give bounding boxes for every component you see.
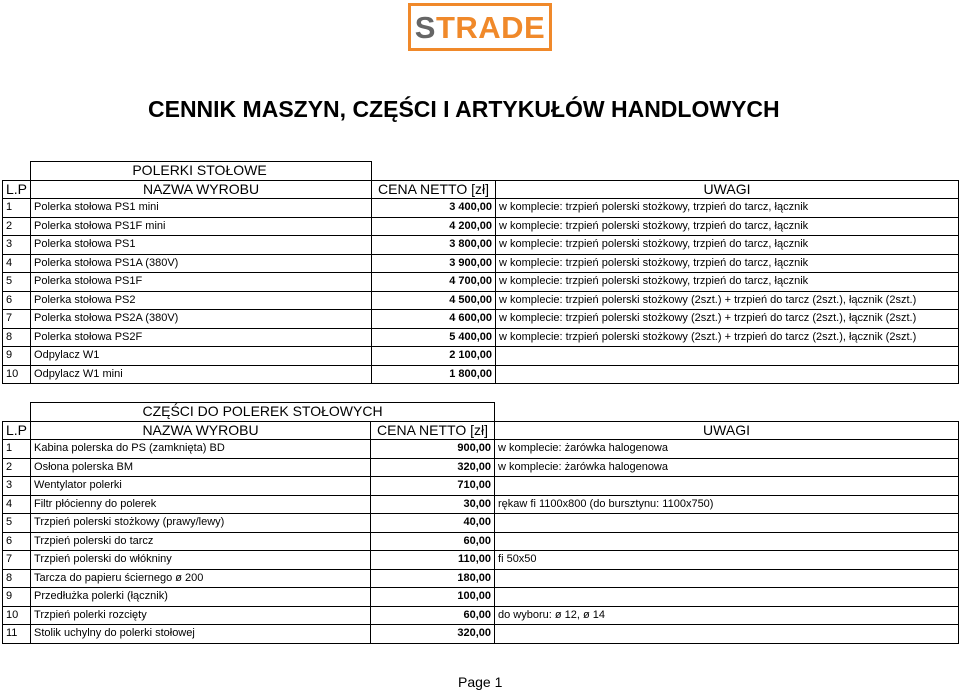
row-name: Polerka stołowa PS2 [31,291,372,310]
row-lp: 8 [3,328,31,347]
row-notes: w komplecie: trzpień polerski stożkowy, trzpień do tarcz, łącznik [496,236,959,255]
table-polerki-stolowe [2,161,959,384]
header-lp: L.P [3,180,31,199]
row-price: 1 800,00 [372,365,496,384]
row-lp: 6 [3,532,31,551]
table-row [3,514,959,533]
row-price: 60,00 [371,606,495,625]
row-price: 5 400,00 [372,328,496,347]
table-row [3,310,959,329]
table-row [3,347,959,366]
row-name: Przedłużka polerki (łącznik) [31,588,371,607]
logo-text: STRADE [414,9,546,45]
row-notes: w komplecie: trzpień polerski stożkowy, trzpień do tarcz, łącznik [496,254,959,273]
row-price: 2 100,00 [372,347,496,366]
row-name: Polerka stołowa PS1F mini [31,217,372,236]
row-lp: 3 [3,477,31,496]
table-row [3,569,959,588]
row-name: Polerka stołowa PS2F [31,328,372,347]
row-price: 3 800,00 [372,236,496,255]
table-row [3,199,959,218]
table-row [3,273,959,292]
row-price: 320,00 [371,625,495,644]
table-header [3,421,959,440]
row-name: Polerka stołowa PS1 [31,236,372,255]
row-lp: 6 [3,291,31,310]
row-name: Wentylator polerki [31,477,371,496]
row-notes [495,588,959,607]
row-lp: 9 [3,588,31,607]
row-notes [495,569,959,588]
header-notes: UWAGI [496,180,959,199]
row-price: 320,00 [371,458,495,477]
row-name: Tarcza do papieru ściernego ø 200 [31,569,371,588]
row-name: Kabina polerska do PS (zamknięta) BD [31,440,371,459]
row-price: 40,00 [371,514,495,533]
row-notes [495,532,959,551]
row-notes: fi 50x50 [495,551,959,570]
row-notes: w komplecie: trzpień polerski stożkowy, trzpień do tarcz, łącznik [496,199,959,218]
row-price: 100,00 [371,588,495,607]
header-price: CENA NETTO [zł] [371,421,495,440]
row-name: Stolik uchylny do polerki stołowej [31,625,371,644]
table-row [3,291,959,310]
row-lp: 2 [3,458,31,477]
row-price: 4 600,00 [372,310,496,329]
page-title: CENNIK MASZYN, CZĘŚCI I ARTYKUŁÓW HANDLOWYCH [148,96,780,122]
strade-logo [408,3,552,51]
row-notes [495,625,959,644]
row-lp: 5 [3,273,31,292]
row-name: Odpylacz W1 mini [31,365,372,384]
row-name: Odpylacz W1 [31,347,372,366]
row-lp: 2 [3,217,31,236]
header-name: NAZWA WYROBU [31,180,372,199]
row-notes [496,347,959,366]
row-lp: 10 [3,365,31,384]
row-lp: 7 [3,310,31,329]
row-notes: w komplecie: żarówka halogenowa [495,458,959,477]
section-title-row [3,403,959,422]
table-row [3,551,959,570]
row-lp: 8 [3,569,31,588]
row-lp: 4 [3,254,31,273]
row-lp: 11 [3,625,31,644]
table-row [3,440,959,459]
row-lp: 3 [3,236,31,255]
row-name: Polerka stołowa PS1A (380V) [31,254,372,273]
table-row [3,532,959,551]
header-notes: UWAGI [495,421,959,440]
row-notes: w komplecie: trzpień polerski stożkowy (2szt.) + trzpień do tarcz (2szt.), łącznik (2szt.) [496,310,959,329]
row-notes: w komplecie: żarówka halogenowa [495,440,959,459]
row-name: Trzpień polerski do tarcz [31,532,371,551]
table-row [3,588,959,607]
header-price: CENA NETTO [zł] [372,180,496,199]
header-lp: L.P [3,421,31,440]
row-notes [495,514,959,533]
row-price: 3 400,00 [372,199,496,218]
table-row [3,365,959,384]
row-name: Trzpień polerski do włókniny [31,551,371,570]
row-notes: w komplecie: trzpień polerski stożkowy, trzpień do tarcz, łącznik [496,217,959,236]
row-price: 4 700,00 [372,273,496,292]
section-title-row [3,162,959,181]
row-price: 3 900,00 [372,254,496,273]
row-price: 110,00 [371,551,495,570]
header-name: NAZWA WYROBU [31,421,371,440]
table-row [3,458,959,477]
row-lp: 5 [3,514,31,533]
row-price: 60,00 [371,532,495,551]
row-name: Polerka stołowa PS2A (380V) [31,310,372,329]
row-price: 4 200,00 [372,217,496,236]
row-price: 710,00 [371,477,495,496]
section-title: POLERKI STOŁOWE [31,162,372,181]
row-price: 900,00 [371,440,495,459]
table-row [3,236,959,255]
row-lp: 4 [3,495,31,514]
row-notes [496,365,959,384]
row-name: Osłona polerska BM [31,458,371,477]
table-row [3,495,959,514]
row-notes: w komplecie: trzpień polerski stożkowy, trzpień do tarcz, łącznik [496,273,959,292]
row-name: Filtr płócienny do polerek [31,495,371,514]
row-notes: w komplecie: trzpień polerski stożkowy (2szt.) + trzpień do tarcz (2szt.), łącznik (2szt.) [496,291,959,310]
row-price: 180,00 [371,569,495,588]
row-name: Polerka stołowa PS1F [31,273,372,292]
row-lp: 1 [3,199,31,218]
table-row [3,477,959,496]
row-lp: 7 [3,551,31,570]
row-lp: 10 [3,606,31,625]
section-title: CZĘŚCI DO POLEREK STOŁOWYCH [31,403,495,422]
row-price: 4 500,00 [372,291,496,310]
page-footer: Page 1 [458,674,503,690]
row-lp: 9 [3,347,31,366]
table-czesci-do-polerek [2,402,959,644]
row-name: Trzpień polerski stożkowy (prawy/lewy) [31,514,371,533]
table-row [3,328,959,347]
row-notes: do wyboru: ø 12, ø 14 [495,606,959,625]
row-price: 30,00 [371,495,495,514]
table-header [3,180,959,199]
row-lp: 1 [3,440,31,459]
row-name: Trzpień polerki rozcięty [31,606,371,625]
table-row [3,217,959,236]
table-row [3,606,959,625]
row-notes: rękaw fi 1100x800 (do bursztynu: 1100x750) [495,495,959,514]
table-row [3,254,959,273]
row-name: Polerka stołowa PS1 mini [31,199,372,218]
row-notes: w komplecie: trzpień polerski stożkowy (2szt.) + trzpień do tarcz (2szt.), łącznik (2szt.) [496,328,959,347]
table-row [3,625,959,644]
row-notes [495,477,959,496]
